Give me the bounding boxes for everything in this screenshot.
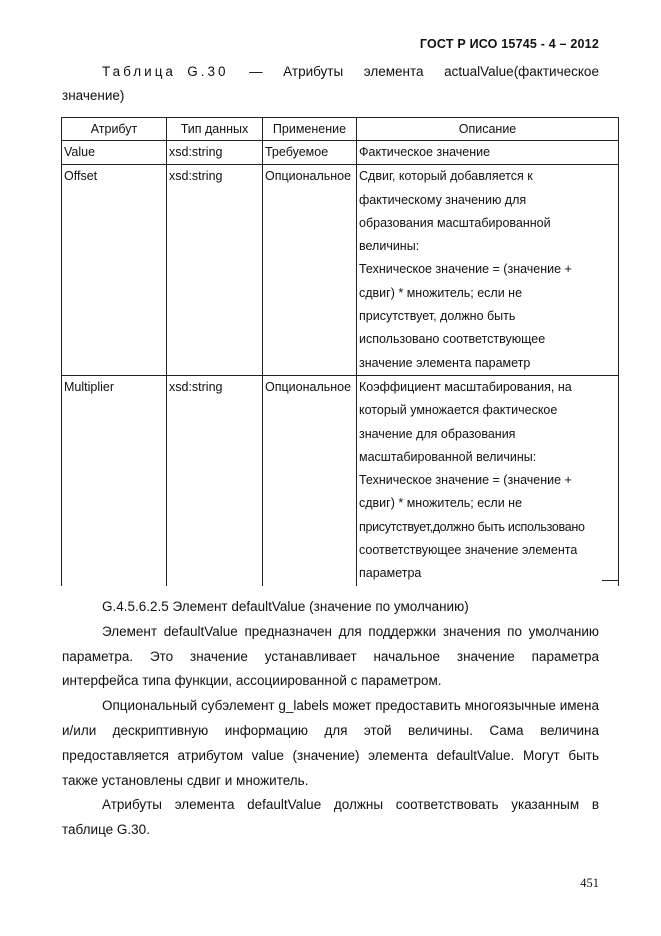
cell-attribute: Multiplier	[62, 375, 167, 585]
description-line: Фактическое значение	[359, 145, 491, 159]
description-line: присутствует, должно быть	[359, 309, 516, 324]
description-line: значение для образования	[359, 426, 516, 441]
description-line: сдвиг) * множитель; если не	[359, 285, 523, 300]
description-line: Коэффициент масштабирования, на	[359, 379, 572, 394]
paragraph: Атрибуты элемента defaultValue должны соответствовать указанным в таблице G.30.	[62, 797, 599, 838]
caption-word-1: Атрибуты	[283, 64, 344, 79]
header-type: Тип данных	[167, 118, 263, 141]
caption-line-2: значение)	[62, 88, 125, 103]
cell-description	[357, 375, 619, 585]
table-caption	[62, 60, 599, 108]
cell-type: xsd:string	[167, 141, 263, 165]
description-line: Техническое значение = (значение +	[359, 262, 572, 277]
document-header: ГОСТ Р ИСО 15745 - 4 – 2012	[419, 37, 599, 51]
table-header-row	[62, 118, 619, 141]
table-row	[62, 165, 619, 376]
paragraph: Опциональный субэлемент g_labels может предоставить многоязычные имена и/или дескриптивную информацию для этой величины. Сама величина предоставляется атрибутом value (значение) элемента defaultValue. Могут быть также установлены сдвиг и множитель.	[62, 698, 599, 788]
description-line: который умножается фактическое	[359, 403, 558, 418]
description-line: сдвиг) * множитель; если не	[359, 496, 523, 511]
cell-type: xsd:string	[167, 165, 263, 376]
description-line: величины:	[359, 239, 420, 254]
header-description: Описание	[357, 118, 619, 141]
cell-usage: Опциональное	[263, 165, 357, 376]
cell-attribute: Offset	[62, 165, 167, 376]
caption-label: Таблица G.30	[102, 64, 229, 79]
cell-usage: Требуемое	[263, 141, 357, 165]
header-attribute: Атрибут	[62, 118, 167, 141]
cell-type: xsd:string	[167, 375, 263, 585]
caption-dash: —	[249, 64, 263, 79]
table-row	[62, 141, 619, 165]
description-line: значение элемента параметр	[359, 355, 531, 370]
description-line: использовано соответствующее	[359, 332, 546, 347]
description-line: фактическому значению для	[359, 192, 527, 207]
table-bottom-rule	[602, 580, 618, 581]
description-line: образования масштабированной	[359, 215, 551, 230]
cell-description	[357, 165, 619, 376]
header-usage: Применение	[263, 118, 357, 141]
cell-usage: Опциональное	[263, 375, 357, 585]
page-number: 451	[580, 876, 599, 890]
cell-attribute: Value	[62, 141, 167, 165]
description-line: присутствует,должно быть использовано	[359, 519, 585, 534]
description-line: Техническое значение = (значение +	[359, 473, 572, 488]
description-line: масштабированной величины:	[359, 449, 537, 464]
caption-word-2: элемента	[363, 64, 424, 79]
description-line: параметра	[359, 566, 422, 581]
cell-description	[357, 141, 619, 165]
description-line: Сдвиг, который добавляется к	[359, 169, 533, 184]
description-line: соответствующее значение элемента	[359, 543, 578, 558]
table-row	[62, 375, 619, 585]
section-heading: G.4.5.6.2.5 Элемент defaultValue (значение по умолчанию)	[102, 599, 469, 614]
caption-word-3: actualValue(фактическое	[444, 64, 599, 79]
body-text	[62, 595, 599, 843]
paragraph: Элемент defaultValue предназначен для поддержки значения по умолчанию параметра. Это значение устанавливает начальное значение параметра интерфейса типа функции, ассоциированной с параметром.	[62, 623, 599, 689]
attributes-table	[61, 117, 619, 586]
